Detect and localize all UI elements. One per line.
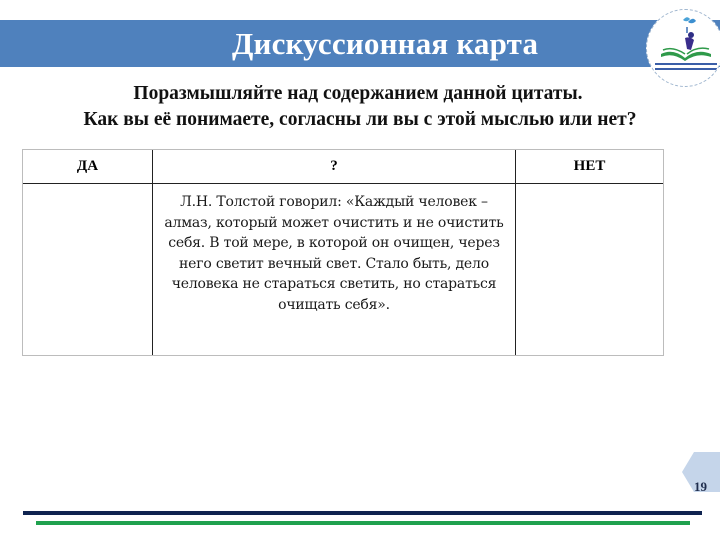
no-cell (516, 184, 664, 356)
table-row (23, 184, 663, 356)
page-number: 19 (694, 479, 707, 494)
slide-title: Дискуссионная карта (232, 26, 539, 61)
footer-line-green (36, 521, 690, 525)
organization-logo (646, 9, 720, 87)
column-header-question: ? (153, 150, 516, 184)
quote-cell (153, 184, 516, 356)
discussion-prompt (0, 81, 720, 133)
column-header-yes: ДА (23, 150, 153, 184)
yes-cell (23, 184, 153, 356)
book-and-figure-logo-icon (647, 10, 720, 87)
prompt-line-2: Как вы её понимаете, согласны ли вы с этой мыслью или нет? (83, 109, 637, 130)
column-header-no: НЕТ (516, 150, 664, 184)
table-header-row (23, 150, 663, 184)
prompt-line-1: Поразмышляйте над содержанием данной цитаты. (133, 83, 583, 104)
footer-line-navy (23, 511, 702, 515)
discussion-table (22, 149, 664, 356)
tolstoy-quote: Л.Н. Толстой говорил: «Каждый человек – алмаз, который может очистить и не очистить себя. В той мере, в которой он очищен, через него светит вечный свет. Стало быть, дело человека не стараться светить, но стараться очищать себя». (164, 194, 504, 313)
